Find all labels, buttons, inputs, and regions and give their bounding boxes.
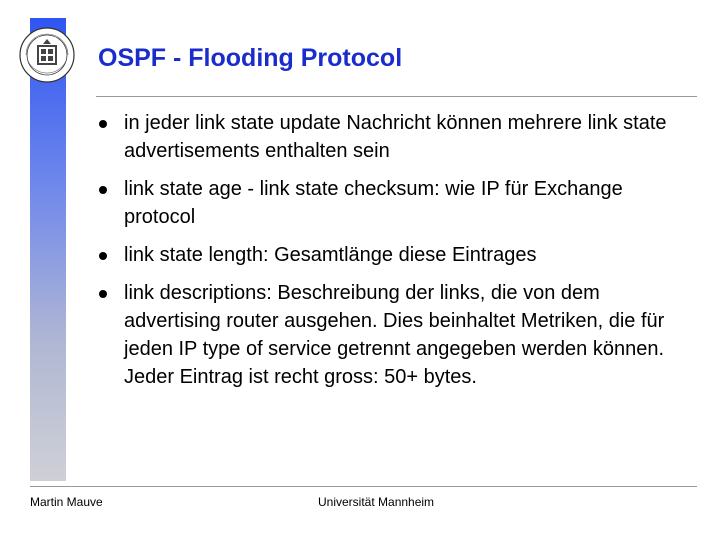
bullet-dot-icon (99, 186, 107, 194)
bullet-text: link state length: Gesamtlänge diese Eintrages (124, 244, 537, 266)
bullet-dot-icon (99, 120, 107, 128)
footer-divider (30, 486, 697, 487)
title-divider (96, 96, 697, 97)
bullet-text: link descriptions: Beschreibung der links, die von dem advertising router ausgehen. Dies beinhaltet Metriken, die für jeden IP type of service getrennt angegeben werden können. Jeder Eintrag ist recht gross: 50+ bytes. (124, 282, 665, 388)
sidebar-gradient-bar (30, 18, 66, 481)
bullet-item (95, 175, 685, 231)
footer-institution: Universität Mannheim (318, 495, 435, 509)
bullet-dot-icon (99, 252, 107, 260)
bullet-item (95, 241, 685, 269)
bullet-dot-icon (99, 290, 107, 298)
bullet-item (95, 109, 685, 165)
bullet-item (95, 279, 685, 391)
bullet-text: link state age - link state checksum: wie IP für Exchange protocol (124, 178, 623, 228)
bullet-list (95, 109, 685, 401)
slide-title: OSPF - Flooding Protocol (98, 44, 403, 72)
university-seal-logo (18, 26, 76, 84)
bullet-text: in jeder link state update Nachricht können mehrere link state advertisements enthalten sein (124, 112, 667, 162)
footer-author: Martin Mauve (30, 495, 103, 509)
